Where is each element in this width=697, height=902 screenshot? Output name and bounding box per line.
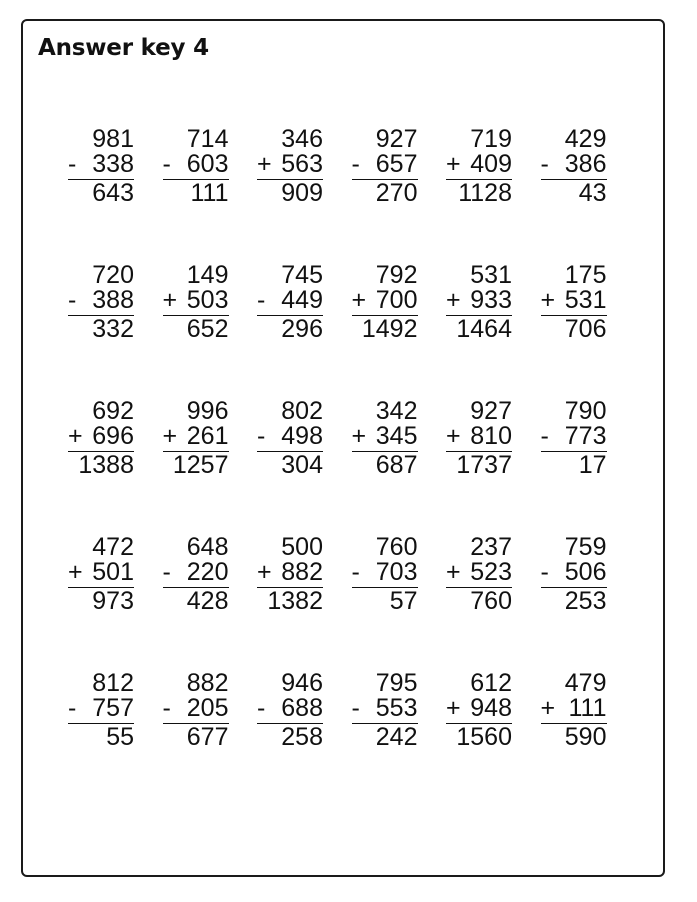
problem-top-number: 946: [281, 669, 323, 697]
problem-bottom-number: 220: [186, 558, 229, 586]
problem-answer: 57: [389, 587, 418, 615]
answer-key-sheet: [21, 19, 665, 877]
problem: [446, 399, 512, 479]
problem-operator: -: [257, 286, 266, 314]
problem-answer: 652: [186, 315, 229, 343]
problem-bottom-number: 948: [470, 694, 512, 722]
problem-operator-row: [163, 560, 229, 585]
problem-bottom-number: 501: [92, 558, 134, 586]
problem-operator: +: [446, 694, 461, 722]
problem-top-number: 346: [281, 125, 323, 153]
problem-operator: +: [446, 286, 461, 314]
problem-operator: +: [257, 558, 272, 586]
problem-top-number: 612: [470, 669, 512, 697]
problem: [541, 127, 607, 207]
problem-answer: 1560: [456, 723, 512, 751]
problem: [68, 127, 134, 207]
problem-bottom-number: 688: [281, 694, 323, 722]
problem: [163, 671, 229, 751]
problem-operator-row: [68, 288, 134, 313]
problem: [446, 535, 512, 615]
problem-answer: 55: [106, 723, 134, 751]
problem: [163, 399, 229, 479]
problem-top-number: 802: [281, 397, 323, 425]
problem-operator-row: [163, 696, 229, 721]
problem-operator-row: [163, 424, 229, 449]
problem-operator: +: [162, 422, 178, 450]
problem: [541, 671, 607, 751]
problem-answer: 111: [190, 179, 229, 207]
problem-answer: 1464: [456, 315, 512, 343]
problem-operator-row: [541, 152, 607, 177]
problem-operator-row: [541, 424, 607, 449]
problem-operator-row: [446, 152, 512, 177]
problem: [257, 399, 323, 479]
problem-operator-row: [541, 288, 607, 313]
problem-top-number: 714: [186, 125, 229, 153]
problem-top-number: 792: [375, 261, 418, 289]
problem-operator: +: [162, 286, 178, 314]
problem-operator: +: [540, 694, 556, 722]
problem-answer: 760: [470, 587, 512, 615]
problem-bottom-number: 810: [470, 422, 512, 450]
problem: [352, 263, 418, 343]
problem: [163, 127, 229, 207]
problem-bottom-number: 409: [470, 150, 512, 178]
problem-top-number: 149: [186, 261, 229, 289]
problem: [541, 535, 607, 615]
problem: [352, 399, 418, 479]
problem-operator: -: [351, 694, 360, 722]
problem-bottom-number: 506: [564, 558, 607, 586]
problem-operator: +: [446, 422, 461, 450]
problem-top-number: 927: [375, 125, 418, 153]
problem: [541, 399, 607, 479]
problem-operator: -: [68, 150, 77, 178]
problem-bottom-number: 563: [281, 150, 323, 178]
problem-top-number: 500: [281, 533, 323, 561]
problem: [257, 127, 323, 207]
problem-answer: 253: [564, 587, 607, 615]
problem-operator: -: [68, 286, 77, 314]
problem-bottom-number: 338: [92, 150, 134, 178]
problem-operator: +: [68, 558, 83, 586]
problem: [446, 127, 512, 207]
problem: [163, 535, 229, 615]
problem-top-number: 175: [564, 261, 607, 289]
problem-top-number: 531: [470, 261, 512, 289]
problem-bottom-number: 882: [281, 558, 323, 586]
problem-top-number: 759: [564, 533, 607, 561]
problem-operator: -: [162, 694, 171, 722]
problem-answer: 242: [375, 723, 418, 751]
problem-top-number: 719: [470, 125, 512, 153]
problem-operator-row: [541, 696, 607, 721]
problem-answer: 1128: [458, 179, 512, 207]
problem: [352, 127, 418, 207]
problem-top-number: 648: [186, 533, 229, 561]
problem-operator: -: [540, 150, 549, 178]
problem-operator: +: [257, 150, 272, 178]
problem-bottom-number: 657: [375, 150, 418, 178]
problem-operator-row: [352, 288, 418, 313]
problem-answer: 258: [281, 723, 323, 751]
problem-top-number: 692: [92, 397, 134, 425]
problem-bottom-number: 703: [375, 558, 418, 586]
problem-operator-row: [446, 288, 512, 313]
problem-bottom-number: 696: [92, 422, 134, 450]
problem-answer: 296: [281, 315, 323, 343]
problem: [541, 263, 607, 343]
problem-operator-row: [352, 152, 418, 177]
problem-operator-row: [446, 560, 512, 585]
problem-bottom-number: 531: [564, 286, 607, 314]
problem-answer: 687: [375, 451, 418, 479]
problem: [68, 399, 134, 479]
problem-top-number: 981: [92, 125, 134, 153]
problem-bottom-number: 449: [281, 286, 323, 314]
problem-top-number: 429: [564, 125, 607, 153]
problem-grid: [68, 127, 607, 751]
problem-bottom-number: 345: [375, 422, 418, 450]
problem-operator: +: [351, 286, 367, 314]
problem-operator-row: [446, 424, 512, 449]
problem-bottom-number: 111: [568, 694, 607, 722]
problem-top-number: 760: [375, 533, 418, 561]
problem: [68, 671, 134, 751]
problem-answer: 17: [578, 451, 607, 479]
problem-operator-row: [352, 424, 418, 449]
problem-top-number: 479: [564, 669, 607, 697]
problem: [68, 263, 134, 343]
problem-operator-row: [352, 560, 418, 585]
problem-top-number: 812: [92, 669, 134, 697]
problem-bottom-number: 503: [186, 286, 229, 314]
problem-operator-row: [68, 424, 134, 449]
problem-operator: -: [351, 558, 360, 586]
problem: [446, 263, 512, 343]
problem-answer: 643: [92, 179, 134, 207]
problem-operator: +: [68, 422, 83, 450]
problem: [352, 671, 418, 751]
problem-answer: 1382: [267, 587, 323, 615]
problem-bottom-number: 933: [470, 286, 512, 314]
problem: [257, 263, 323, 343]
problem: [257, 671, 323, 751]
problem-top-number: 237: [470, 533, 512, 561]
problem-operator: -: [68, 694, 77, 722]
problem-answer: 43: [578, 179, 607, 207]
problem-bottom-number: 498: [281, 422, 323, 450]
problem-operator-row: [446, 696, 512, 721]
problem-answer: 677: [186, 723, 229, 751]
problem-operator-row: [257, 560, 323, 585]
problem-bottom-number: 603: [186, 150, 229, 178]
problem-operator-row: [541, 560, 607, 585]
problem-top-number: 745: [281, 261, 323, 289]
problem-bottom-number: 386: [564, 150, 607, 178]
problem-bottom-number: 700: [375, 286, 418, 314]
problem-operator-row: [68, 152, 134, 177]
problem-answer: 332: [92, 315, 134, 343]
problem-operator: +: [351, 422, 367, 450]
problem-bottom-number: 205: [186, 694, 229, 722]
problem-answer: 304: [281, 451, 323, 479]
problem-operator: -: [540, 422, 549, 450]
problem-operator-row: [257, 424, 323, 449]
problem-answer: 1737: [456, 451, 512, 479]
problem-answer: 1388: [78, 451, 134, 479]
problem-answer: 590: [564, 723, 607, 751]
problem-bottom-number: 757: [92, 694, 134, 722]
problem-top-number: 472: [92, 533, 134, 561]
problem-bottom-number: 553: [375, 694, 418, 722]
problem-operator: -: [162, 150, 171, 178]
problem-bottom-number: 773: [564, 422, 607, 450]
problem-answer: 428: [186, 587, 229, 615]
problem-operator-row: [163, 152, 229, 177]
problem: [163, 263, 229, 343]
problem-bottom-number: 261: [186, 422, 229, 450]
problem-operator: -: [257, 422, 266, 450]
problem-answer: 1492: [361, 315, 418, 343]
problem-operator-row: [163, 288, 229, 313]
problem-answer: 1257: [172, 451, 229, 479]
problem-operator: -: [257, 694, 266, 722]
problem-bottom-number: 523: [470, 558, 512, 586]
problem-operator-row: [257, 696, 323, 721]
problem-answer: 973: [92, 587, 134, 615]
problem-operator: +: [446, 558, 461, 586]
problem-top-number: 996: [186, 397, 229, 425]
problem-operator-row: [68, 696, 134, 721]
problem-top-number: 342: [375, 397, 418, 425]
problem-top-number: 927: [470, 397, 512, 425]
problem-operator-row: [352, 696, 418, 721]
problem-top-number: 882: [186, 669, 229, 697]
problem-answer: 706: [564, 315, 607, 343]
problem: [68, 535, 134, 615]
problem-top-number: 720: [92, 261, 134, 289]
problem-operator: -: [162, 558, 171, 586]
problem: [446, 671, 512, 751]
problem-operator-row: [257, 288, 323, 313]
problem-top-number: 790: [564, 397, 607, 425]
problem-bottom-number: 388: [92, 286, 134, 314]
problem-answer: 909: [281, 179, 323, 207]
problem-operator-row: [257, 152, 323, 177]
problem-top-number: 795: [375, 669, 418, 697]
problem-operator: -: [540, 558, 549, 586]
problem-operator: +: [446, 150, 461, 178]
problem-operator-row: [68, 560, 134, 585]
problem: [352, 535, 418, 615]
problem-answer: 270: [375, 179, 418, 207]
page-title: Answer key 4: [38, 35, 209, 61]
problem-operator: +: [540, 286, 556, 314]
problem: [257, 535, 323, 615]
problem-operator: -: [351, 150, 360, 178]
